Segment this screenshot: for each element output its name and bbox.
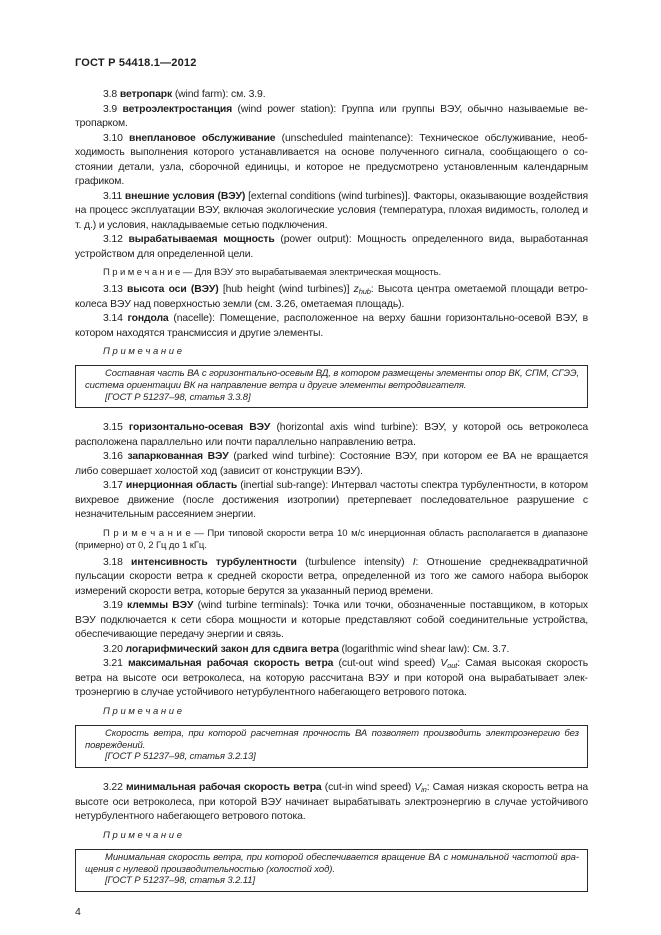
note-3-12: П р и м е ч а н и е — Для ВЭУ это вырабатываемая электрическая мощность. — [103, 267, 442, 278]
page-number: 4 — [75, 906, 81, 919]
note-box-line: Скорость ветра, при которой расчетная прочность ВА позволяет производить электроэнергию без повреждений. — [85, 727, 579, 751]
note-box-line: [ГОСТ Р 51237–98, статья 3.3.8] — [105, 391, 251, 403]
term-3-22: 3.22 минимальная рабочая скорость ветра (cut-in wind speed) Vin: Самая низкая скорость ветра на высоте оси ветроколеса, при которой ВЭУ начинает вырабатывать электроэнергию в случае устойчивого нетурбулентного набегающего ветрового потока. — [75, 782, 588, 823]
document-header — [75, 57, 588, 69]
term-3-9: 3.9 ветроэлектростанция (wind power station): Группа или группы ВЭУ, обычно называемые ветропарком. — [75, 103, 588, 129]
note-label-3-21: П р и м е ч а н и е — [103, 705, 182, 717]
note-label-3-22: П р и м е ч а н и е — [103, 829, 182, 841]
term-3-15: 3.15 горизонтально-осевая ВЭУ (horizontal axis wind turbine): ВЭУ, у которой ось ветроколеса расположена параллельно или почти параллельно направлению ветра. — [75, 422, 589, 448]
note-label-3-14: П р и м е ч а н и е — [103, 346, 182, 357]
page-footer — [75, 906, 588, 918]
note-box-3-14 — [75, 365, 588, 408]
note-box-line: Составная часть ВА с горизонтально-осевым ВД, в котором размещены элементы опор ВК, СПМ, СГЭЭ, система ориентации ВК на направление ветра и другие элементы ветродвигателя. — [85, 368, 579, 391]
term-3-17: 3.17 инерционная область (inertial sub-range): Интервал частоты спектра турбулентности, в котором вихревое движение (после достижения изотропии) претерпевает последовательное разрушение с незначительным рассеянием энергии. — [75, 480, 588, 521]
term-3-16: 3.16 запаркованная ВЭУ (parked wind turbine): Состояние ВЭУ, при котором ее ВА не вращается либо совершает холостой ход (зависит от конструкции ВЭУ). — [75, 451, 589, 477]
note-box-line: [ГОСТ Р 51237–98, статья 3.2.13] — [105, 751, 256, 763]
note-box-3-22 — [75, 849, 588, 892]
standard-number: ГОСТ Р 54418.1—2012 — [75, 57, 197, 69]
note-box-3-21 — [75, 725, 588, 768]
term-3-8: 3.8 ветропарк (wind farm): см. 3.9. — [103, 89, 266, 100]
term-3-18: 3.18 интенсивность турбулентности (turbulence intensity) I: Отношение среднеквадратичной пульсации скорости ветра к средней скорости ветра, определенной из того же самого набора выборок измерений скорости ветра, которые берутся за указанный период времени. — [75, 556, 588, 597]
term-3-19: 3.19 клеммы ВЭУ (wind turbine terminals): Точка или точки, обозначенные поставщиком, в которых ВЭУ подключается к сети сбора мощности и которые представляют собой соединительные устройства, обеспечивающие передачу энергии и связь. — [75, 600, 588, 641]
note-box-line: Минимальная скорость ветра, при которой обеспечивается вращение ВА с номинальной частотой вращения с нулевой производительностью (холостой ход). — [85, 851, 579, 875]
term-3-14: 3.14 гондола (nacelle): Помещение, расположенное на верху башни горизонтально-осевой ВЭУ, в котором находятся трансмиссия и другие элементы. — [75, 313, 588, 339]
term-3-11: 3.11 внешние условия (ВЭУ) [external conditions (wind turbines)]. Факторы, оказывающие воздействия на процесс эксплуатации ВЭУ, включая экологические условия (температура, плохая видимость, гололед и т. д.) и условия, накладываемые сетью подключения. — [75, 190, 589, 231]
note-box-line: [ГОСТ Р 51237–98, статья 3.2.11] — [105, 875, 256, 887]
term-3-12: 3.12 вырабатываемая мощность (power output): Мощность определенного вида, выработанная устройством для определенной цели. — [75, 234, 589, 260]
term-3-13: 3.13 высота оси (ВЭУ) [hub height (wind turbines)] zhub: Высота центра ометаемой площади ветроколеса ВЭУ над поверхностью земли (см. 3.26, ометаемая площадь). — [75, 284, 589, 310]
term-3-20: 3.20 логарифмический закон для сдвига ветра (logarithmic wind shear law): См. 3.7. — [103, 643, 510, 655]
document-body — [75, 88, 588, 892]
term-3-21: 3.21 максимальная рабочая скорость ветра (cut-out wind speed) Vout: Самая высокая скорость ветра на высоте оси ветроколеса, на которую рассчитана ВЭУ и при которой она вырабатывает электроэнергию в случае устойчивого нетурбулентного набегающего ветрового потока. — [75, 658, 588, 699]
note-3-17: П р и м е ч а н и е — При типовой скорости ветра 10 м/с инерционная область располагается в диапазоне (примерно) от 0, 2 Гц до 1 кГц. — [75, 527, 588, 551]
term-3-10: 3.10 внеплановое обслуживание (unscheduled maintenance): Техническое обслуживание, необходимость выполнения которого устанавливается на основе полученного сигнала, сообщающего о состоянии детали, узла, сборочной единицы, и которое не предусмотрено установленным календарным графиком. — [75, 132, 588, 187]
